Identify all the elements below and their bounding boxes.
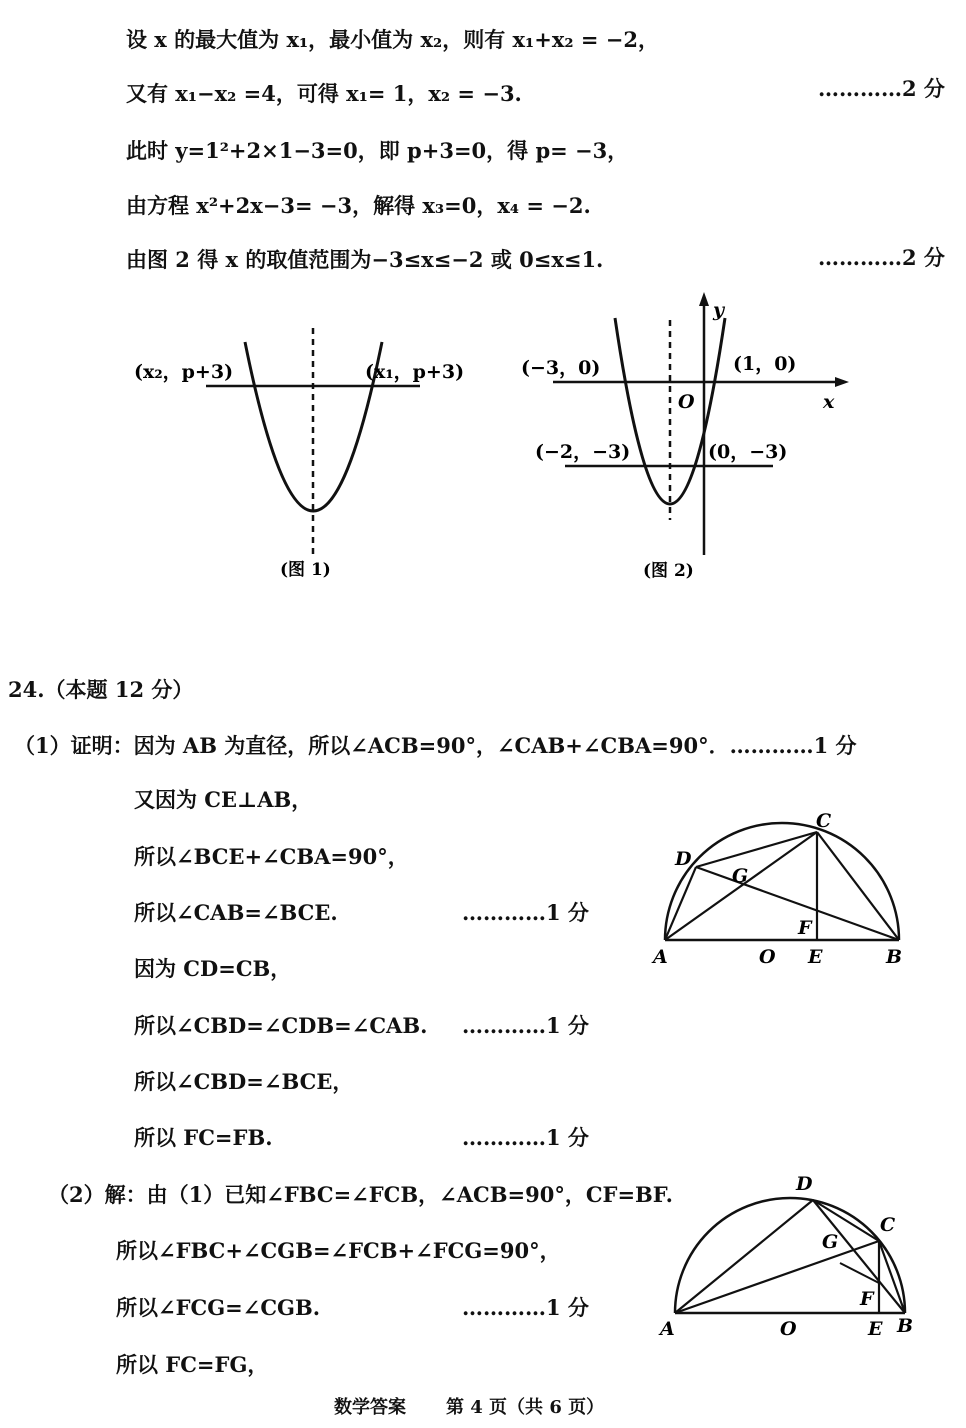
semicircle-arc bbox=[665, 823, 899, 940]
segment-AC bbox=[675, 1241, 879, 1313]
proof-line-5: 因为 CD=CB， bbox=[134, 956, 292, 981]
figure-1-caption: (图 1) bbox=[280, 560, 331, 580]
geometry-figure-2 bbox=[650, 1165, 920, 1343]
proof-line-2: 又因为 CE⊥AB， bbox=[134, 787, 313, 812]
footer-subject: 数学答案 bbox=[334, 1397, 406, 1418]
footer-page-number: 第 4 页（共 6 页） bbox=[446, 1397, 605, 1418]
point-C: C bbox=[880, 1214, 896, 1236]
geometry-figure-1 bbox=[645, 805, 910, 975]
label-x2-point: (x₂，p+3) bbox=[134, 361, 234, 383]
point-G: G bbox=[822, 1231, 839, 1253]
x-axis-label: x bbox=[823, 391, 835, 413]
point-E: E bbox=[868, 1318, 883, 1340]
point-F: F bbox=[860, 1288, 874, 1310]
proof-line-8: 所以 FC=FB. bbox=[134, 1125, 273, 1150]
score-mark-1: …………2 分 bbox=[818, 76, 945, 101]
point-D: D bbox=[675, 848, 692, 870]
point-O: O bbox=[780, 1318, 797, 1340]
point-label-1-0: (1，0) bbox=[733, 353, 797, 375]
proof-line-6: 所以∠CBD=∠CDB=∠CAB. bbox=[134, 1013, 428, 1038]
point-B: B bbox=[897, 1315, 914, 1337]
segment-DC bbox=[696, 832, 817, 867]
question-24-heading: 24.（本题 12 分） bbox=[8, 677, 194, 702]
solution-line-4: 所以 FC=FG， bbox=[116, 1352, 269, 1377]
solution-line-1: （2）解：由（1）已知∠FBC=∠FCB，∠ACB=90°，CF=BF. bbox=[48, 1182, 673, 1207]
score-mark-5: …………1 分 bbox=[462, 1125, 589, 1150]
solution-line-3: 所以∠FCG=∠CGB. bbox=[116, 1295, 321, 1320]
point-F: F bbox=[798, 917, 812, 939]
point-A: A bbox=[660, 1318, 675, 1340]
proof-line-3: 所以∠BCE+∠CBA=90°， bbox=[134, 844, 409, 869]
score-mark-3: …………1 分 bbox=[462, 900, 589, 925]
text-line-1: 设 x 的最大值为 x₁，最小值为 x₂，则有 x₁+x₂ = −2， bbox=[126, 27, 659, 52]
point-E: E bbox=[808, 946, 823, 968]
figure-2-coordinate-graph bbox=[515, 290, 865, 590]
figure-1-parabola bbox=[120, 320, 500, 590]
point-label-0-minus3: (0，−3) bbox=[708, 441, 788, 463]
figure-2-caption: (图 2) bbox=[643, 561, 694, 581]
label-x1-point: (x₁，p+3) bbox=[365, 361, 465, 383]
text-line-3: 此时 y=1²+2×1−3=0，即 p+3=0，得 p= −3， bbox=[126, 138, 629, 163]
text-line-2: 又有 x₁−x₂ =4，可得 x₁= 1，x₂ = −3. bbox=[126, 81, 522, 106]
point-A: A bbox=[653, 946, 668, 968]
proof-line-7: 所以∠CBD=∠BCE， bbox=[134, 1069, 354, 1094]
point-G: G bbox=[732, 865, 749, 887]
point-label-minus2-minus3: (−2，−3) bbox=[535, 441, 631, 463]
y-axis-label: y bbox=[713, 299, 725, 321]
point-label-minus3-0: (−3，0) bbox=[521, 357, 601, 379]
score-mark-4: …………1 分 bbox=[462, 1013, 589, 1038]
x-axis-arrow bbox=[835, 377, 849, 387]
solution-line-2: 所以∠FBC+∠CGB=∠FCB+∠FCG=90°， bbox=[116, 1238, 561, 1263]
point-D: D bbox=[796, 1173, 813, 1195]
point-B: B bbox=[886, 946, 903, 968]
point-O: O bbox=[759, 946, 776, 968]
score-mark-2: …………2 分 bbox=[818, 245, 945, 270]
text-line-5: 由图 2 得 x 的取值范围为−3≤x≤−2 或 0≤x≤1. bbox=[126, 247, 604, 272]
score-mark-6: …………1 分 bbox=[462, 1295, 589, 1320]
text-line-4: 由方程 x²+2x−3= −3，解得 x₃=0，x₄ = −2. bbox=[126, 193, 591, 218]
point-C: C bbox=[816, 810, 832, 832]
segment-AD bbox=[675, 1200, 813, 1313]
origin-label: O bbox=[678, 391, 695, 413]
y-axis-arrow bbox=[699, 292, 709, 306]
proof-line-1: （1）证明：因为 AB 为直径，所以∠ACB=90°，∠CAB+∠CBA=90°．…………1 分 bbox=[14, 733, 857, 758]
segment-CB bbox=[879, 1241, 905, 1313]
proof-line-4: 所以∠CAB=∠BCE. bbox=[134, 900, 338, 925]
